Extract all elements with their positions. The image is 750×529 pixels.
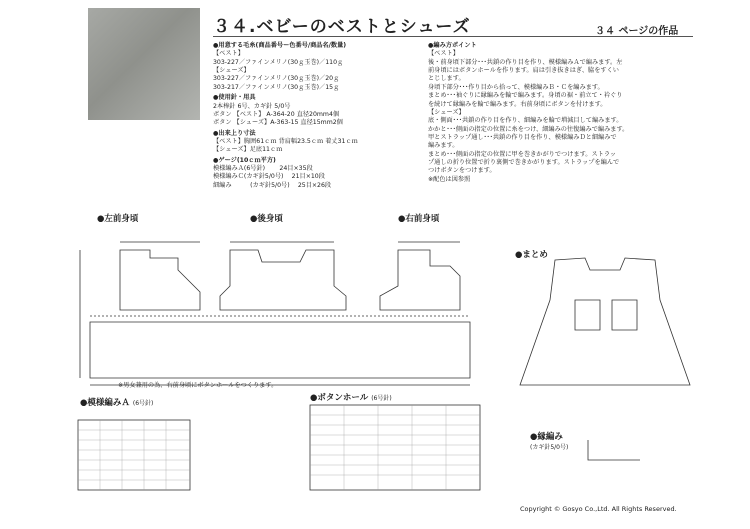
right-front-outline bbox=[380, 250, 460, 310]
buttonhole-title: ●ボタンホール bbox=[310, 393, 369, 403]
buttonhole-chart bbox=[310, 405, 480, 490]
buttonhole-needle: (6号針) bbox=[371, 395, 392, 402]
tools-line: ボタン 【シューズ】A-363-15 直径15mm2個 bbox=[213, 119, 343, 127]
points-line: まとめ･･･袖ぐりに縁編みを輪で編みます。身頃の裾・前立て・衿ぐり bbox=[428, 92, 623, 100]
boy-note: ※男女兼用の為、右前身頃にボタンホールをつくります。 bbox=[118, 382, 278, 389]
matome-outline bbox=[520, 258, 690, 385]
materials-line: 303-217／ファインメリノ(30ｇ玉巻)／15ｇ bbox=[213, 83, 340, 91]
page-reference: ３４ ページの作品 bbox=[595, 26, 679, 37]
moyo-a-title: ●模様編みＡ bbox=[80, 398, 130, 408]
materials-line: 【ベスト】 bbox=[213, 50, 244, 58]
gauge-line: 模様編みＡ(6号針) 24目×35段 bbox=[213, 165, 313, 173]
points-line: 後・前身頃下部分･･･共鎖の作り目を作り、模様編みＡで編みます。左 bbox=[428, 58, 623, 66]
materials-line: 【シューズ】 bbox=[213, 67, 250, 75]
points-heading: ●編み方ポイント bbox=[428, 42, 477, 49]
edge-chart bbox=[588, 440, 640, 460]
points-line: プ通しの折り位置で折り裏側で巻きかがります。ストラップを編んで bbox=[428, 159, 620, 167]
points-line: つけボタンをつけます。 bbox=[428, 167, 496, 175]
edge-title: ●縁編み bbox=[530, 432, 563, 442]
skirt-outline bbox=[90, 322, 470, 378]
buttonhole-heading bbox=[310, 391, 392, 403]
points-line: 身頃下部分･･･作り目から拾って、模様編みＢ・Ｃを編みます。 bbox=[428, 83, 604, 91]
gauge-line: 模様編みＣ(カギ針5/0号) 21目×10段 bbox=[213, 173, 325, 181]
back-heading: ●後身頃 bbox=[250, 214, 283, 224]
materials-line: 303-227／ファインメリノ(30ｇ玉巻)／20ｇ bbox=[213, 75, 340, 83]
left-front-outline bbox=[120, 250, 200, 310]
points-line: かかと･･･側面の指定の位置に糸をつけ、細編みの往復編みで編みます。 bbox=[428, 125, 629, 133]
edge-heading bbox=[530, 430, 568, 452]
points-line: まとめ･･･側面の指定の位置に甲を巻きかがりでつけます。ストラッ bbox=[428, 150, 617, 158]
points-line: 【シューズ】 bbox=[428, 108, 465, 116]
materials-heading: ●用意する毛糸(商品番号ー色番号/商品名/数量) bbox=[213, 42, 347, 49]
points-line: 甲とストラップ通し･･･共鎖の作り目を作り、模様編みＤと細編みで bbox=[428, 133, 617, 141]
tools-heading: ●使用針・用具 bbox=[213, 94, 256, 102]
points-line: を続けて縁編みを輪で編みます。右前身頃にボタンを付けます。 bbox=[428, 100, 607, 108]
points-line: ※配色は図参照 bbox=[428, 175, 471, 183]
tools-line: 2本棒針 6号、カギ針 5/0号 bbox=[213, 102, 291, 110]
tools-line: ボタン 【ベスト】 A-364-20 直径20mm4個 bbox=[213, 110, 340, 118]
edge-needle: (カギ針5/0号) bbox=[530, 444, 569, 451]
points-line: 底・側面･･･共鎖の作り目を作り、細編みを輪で増減目して編みます。 bbox=[428, 117, 623, 125]
page-title: ３４.ベビーのベストとシューズ bbox=[213, 17, 471, 37]
points-line: 前身頃にはボタンホールを作ります。肩は引き抜きはぎ、脇をすくい bbox=[428, 67, 619, 75]
size-line: 【ベスト】胸囲61ｃｍ 背肩幅23.5ｃｍ 着丈31ｃｍ bbox=[213, 137, 358, 145]
points-line: とじします。 bbox=[428, 75, 465, 83]
back-outline bbox=[220, 250, 346, 310]
points-line: 【ベスト】 bbox=[428, 50, 459, 58]
matome-heading: ●まとめ bbox=[515, 250, 548, 260]
moyo-a-heading bbox=[80, 396, 153, 408]
points-line: 編みます。 bbox=[428, 142, 459, 150]
size-line: 【シューズ】足底11ｃｍ bbox=[213, 146, 283, 154]
right-front-heading: ●右前身頃 bbox=[398, 214, 440, 224]
gauge-heading: ●ゲージ(10ｃｍ平方) bbox=[213, 156, 276, 164]
materials-line: 303-227／ファインメリノ(30ｇ玉巻)／110ｇ bbox=[213, 58, 344, 66]
size-heading: ●出来上り寸法 bbox=[213, 129, 256, 137]
gauge-line: 細編み (カギ針5/0号) 25目×26段 bbox=[213, 181, 332, 189]
copyright: Copyright © Gosyo Co.,Ltd. All Rights Reserved. bbox=[520, 505, 677, 513]
left-front-heading: ●左前身頃 bbox=[97, 214, 139, 224]
moyo-a-needle: (6号針) bbox=[132, 400, 154, 407]
moyo-a-chart bbox=[78, 420, 190, 490]
